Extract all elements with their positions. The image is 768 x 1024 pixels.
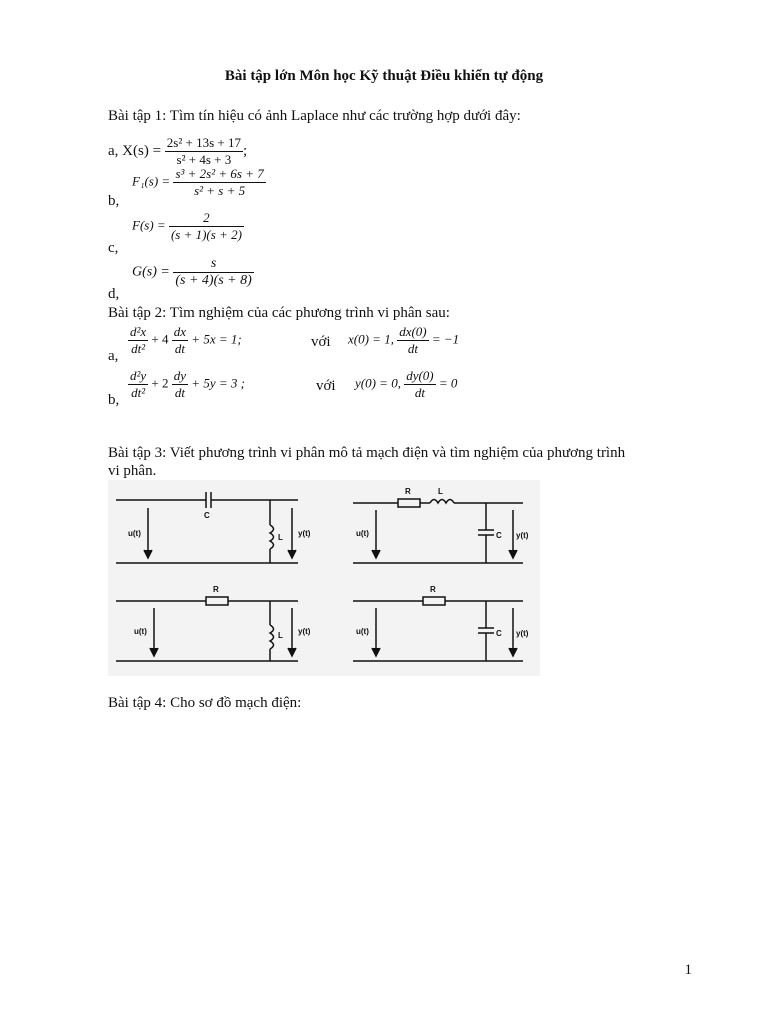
fraction [173, 256, 253, 289]
fraction [169, 210, 244, 243]
c2-inductor-label: L [438, 487, 443, 496]
denominator: dt [407, 341, 418, 356]
denominator: (s + 1)(s + 2) [170, 227, 242, 242]
function-name: X(s) = [122, 142, 162, 159]
denominator: (s + 4)(s + 8) [175, 273, 252, 288]
fraction [173, 166, 265, 199]
term: + 2 [151, 375, 169, 391]
exercise-2-heading: Bài tập 2: Tìm nghiệm của các phương trình vi phân sau: [108, 305, 450, 321]
exercise-3-line-2: vi phân. [108, 463, 157, 479]
numerator: dx [173, 324, 187, 339]
numerator: dy(0) [406, 368, 434, 383]
exercise-2b-equation [128, 368, 245, 401]
numerator: s³ + 2s² + 6s + 7 [175, 166, 264, 181]
c2-output-label: y(t) [516, 531, 529, 540]
first-derivative [172, 324, 188, 357]
with-label: với [311, 334, 331, 350]
denominator: s² + 4s + 3 [176, 152, 232, 167]
condition-value: = −1 [431, 331, 460, 347]
numerator: d²y [130, 368, 147, 383]
numerator: d²x [130, 324, 147, 339]
exercise-1b-formula [132, 166, 266, 199]
condition: x(0) = 1, [348, 331, 394, 347]
exercise-2a-label: a, [108, 348, 119, 364]
c2-input-label: u(t) [356, 529, 369, 538]
exercise-4-heading: Bài tập 4: Cho sơ đồ mạch điện: [108, 695, 302, 711]
c4-input-label: u(t) [356, 627, 369, 636]
circuit-diagrams-svg [108, 480, 540, 676]
c3-output-label: y(t) [298, 627, 311, 636]
c4-capacitor-label: C [496, 629, 502, 638]
denominator: dt² [131, 385, 146, 400]
numerator: dy [173, 368, 187, 383]
condition-value: = 0 [438, 375, 458, 391]
derivative-condition [397, 324, 428, 357]
c4-resistor-label: R [430, 585, 436, 594]
term: + 5y = 3 ; [191, 375, 245, 391]
exercise-3-line-1: Bài tập 3: Viết phương trình vi phân mô tả mạch điện và tìm nghiệm của phương trình [108, 445, 626, 461]
c4-output-label: y(t) [516, 629, 529, 638]
denominator: s² + s + 5 [194, 183, 246, 198]
exercise-1c-formula [132, 210, 244, 243]
exercise-2a-equation [128, 324, 242, 357]
denominator: dt [174, 341, 185, 356]
c1-output-label: y(t) [298, 529, 311, 538]
exercise-2b-label: b, [108, 392, 120, 408]
item-label: a, [108, 142, 119, 159]
c2-resistor-label: R [405, 487, 411, 496]
denominator: dt² [131, 341, 146, 356]
second-derivative [128, 324, 148, 357]
exercise-1d-label: d, [108, 286, 120, 302]
c3-inductor-label: L [278, 631, 283, 640]
exercise-2a-initial-conditions [348, 324, 459, 357]
fraction [165, 135, 243, 168]
c1-capacitor-label: C [204, 511, 210, 520]
c1-inductor-label: L [278, 533, 283, 542]
derivative-condition [404, 368, 435, 401]
denominator: dt [414, 385, 425, 400]
document-title: Bài tập lớn Môn học Kỹ thuật Điều khiển tự động [224, 68, 544, 84]
numerator: s [173, 256, 253, 273]
function-name: F₁(s) = [132, 173, 171, 189]
function-name: G(s) = [132, 264, 170, 280]
exercise-1a [108, 135, 247, 168]
c2-capacitor-label: C [496, 531, 502, 540]
separator: ; [242, 142, 248, 159]
c3-resistor-label: R [213, 585, 219, 594]
numerator: dx(0) [399, 324, 427, 339]
denominator: dt [174, 385, 185, 400]
circuit-diagrams [108, 480, 540, 676]
numerator: 2 [169, 210, 244, 227]
first-derivative [172, 368, 188, 401]
exercise-1c-label: c, [108, 240, 119, 256]
term: + 5x = 1; [191, 331, 242, 347]
circuit-1 [116, 492, 298, 563]
function-name: F(s) = [132, 217, 166, 233]
exercise-1d-formula [132, 256, 254, 289]
numerator: 2s² + 13s + 17 [166, 135, 241, 150]
c3-input-label: u(t) [134, 627, 147, 636]
exercise-1b-label: b, [108, 193, 120, 209]
exercise-2b-initial-conditions [355, 368, 457, 401]
with-label: với [316, 378, 336, 394]
exercise-1-heading: Bài tập 1: Tìm tín hiệu có ảnh Laplace như các trường hợp dưới đây: [108, 108, 521, 124]
page-number: 1 [684, 962, 692, 978]
term: + 4 [151, 331, 169, 347]
second-derivative [128, 368, 148, 401]
condition: y(0) = 0, [355, 375, 401, 391]
c1-input-label: u(t) [128, 529, 141, 538]
